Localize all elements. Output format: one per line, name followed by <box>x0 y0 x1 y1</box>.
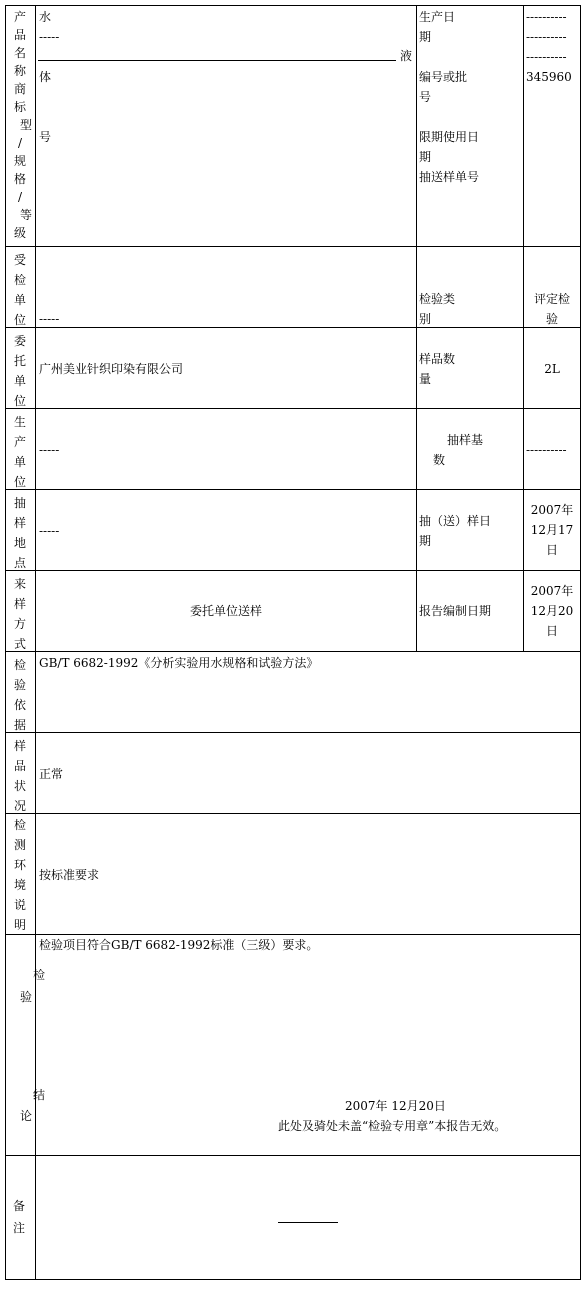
conclusion-stamp-note: 此处及骑处未盖“检验专用章”本报告无效。 <box>278 1119 507 1133</box>
row-divider <box>5 570 581 571</box>
sample-quantity-value: 2L <box>544 362 560 376</box>
sample-condition-value: 正常 <box>39 767 64 781</box>
inspected-unit-label: 受 检 单 位 <box>13 253 26 327</box>
conclusion-label-4: 论 <box>20 1109 33 1123</box>
production-date-label-2: 期 <box>419 30 432 44</box>
table-border-bottom <box>5 1279 581 1280</box>
production-date-value: ---------- <box>526 10 567 24</box>
report-date-value-3: 日 <box>545 624 558 638</box>
sampling-base-value: ---------- <box>526 443 567 457</box>
batch-number-label-2: 号 <box>419 90 432 104</box>
entrusting-unit-value: 广州美业针织印染有限公司 <box>39 362 184 376</box>
sampling-date-value-3: 日 <box>545 543 558 557</box>
inspection-type-value: 评定检 <box>533 292 570 306</box>
report-date-value-2: 12月20 <box>530 604 574 618</box>
sampling-date-value-2: 12月17 <box>530 523 574 537</box>
sampling-base-label-2: 数 <box>433 453 446 467</box>
report-date-value: 2007年 <box>530 584 574 598</box>
sample-quantity-label-2: 量 <box>419 372 432 386</box>
product-name-value: 水 <box>39 10 52 24</box>
production-date-label: 生产日 <box>419 10 456 24</box>
table-border-right <box>580 5 581 1279</box>
sample-condition-label: 样 品 状 况 <box>13 739 26 813</box>
conclusion-label-2: 验 <box>20 990 33 1004</box>
row-divider <box>5 813 581 814</box>
remarks-label-1: 备 <box>13 1199 26 1213</box>
inspection-type-label: 检验类 <box>419 292 456 306</box>
table-border-top <box>5 5 581 6</box>
row-divider <box>5 1155 581 1156</box>
sample-quantity-label: 样品数 <box>419 352 456 366</box>
production-date-value-3: ---------- <box>526 50 567 64</box>
basis-value: GB/T 6682-1992《分析实验用水规格和试验方法》 <box>39 656 319 670</box>
producer-value: ----- <box>39 443 60 457</box>
product-name-underline <box>38 60 396 61</box>
remarks-short-line <box>278 1222 338 1223</box>
sampling-method-value: 委托单位送样 <box>189 604 262 618</box>
product-name-label: 产 品 名 称 商 标 型 / 规 格 / 等 级 <box>13 10 32 240</box>
expiry-label: 限期使用日 <box>419 130 480 144</box>
product-name-body: 体 <box>39 70 52 84</box>
row-divider <box>5 327 581 328</box>
sampling-method-label: 来 样 方 式 <box>13 577 26 651</box>
remarks-label-2: 注 <box>13 1221 26 1235</box>
inspection-type-value-2: 验 <box>545 312 558 326</box>
conclusion-date: 2007年 12月20日 <box>345 1099 446 1113</box>
inspection-type-label-2: 别 <box>419 312 432 326</box>
sample-order-label: 抽送样单号 <box>419 170 480 184</box>
row-divider <box>5 934 581 935</box>
sampling-base-label: 抽样基 <box>447 433 484 447</box>
inspected-unit-value: ----- <box>39 312 60 326</box>
basis-label: 检 验 依 据 <box>13 658 26 732</box>
environment-label: 检 测 环 境 说 明 <box>13 818 26 932</box>
conclusion-label-3: 结 <box>33 1088 46 1102</box>
right-label-divider <box>416 5 417 651</box>
product-name-liquid: 液 <box>400 49 413 63</box>
batch-number-value: 345960 <box>526 70 572 84</box>
row-divider <box>5 408 581 409</box>
product-name-dashes: ----- <box>39 30 60 44</box>
product-name-model: 号 <box>39 130 52 144</box>
sampling-date-label-2: 期 <box>419 534 432 548</box>
batch-number-label: 编号或批 <box>419 70 468 84</box>
entrusting-unit-label: 委 托 单 位 <box>13 334 26 408</box>
sampling-date-label: 抽（送）样日 <box>419 514 492 528</box>
row-divider <box>5 732 581 733</box>
conclusion-value: 检验项目符合GB/T 6682-1992标准（三级）要求。 <box>39 938 319 952</box>
table-border-left <box>5 5 6 1279</box>
row-divider <box>5 651 581 652</box>
expiry-label-2: 期 <box>419 150 432 164</box>
sampling-site-label: 抽 样 地 点 <box>13 496 26 570</box>
report-date-label: 报告编制日期 <box>419 604 492 618</box>
conclusion-label-1: 检 <box>33 968 46 982</box>
sampling-date-value: 2007年 <box>530 503 574 517</box>
sampling-site-value: ----- <box>39 524 60 538</box>
row-divider <box>5 489 581 490</box>
production-date-value-2: ---------- <box>526 30 567 44</box>
row-divider <box>5 246 581 247</box>
environment-value: 按标准要求 <box>39 868 100 882</box>
producer-label: 生 产 单 位 <box>13 415 26 489</box>
